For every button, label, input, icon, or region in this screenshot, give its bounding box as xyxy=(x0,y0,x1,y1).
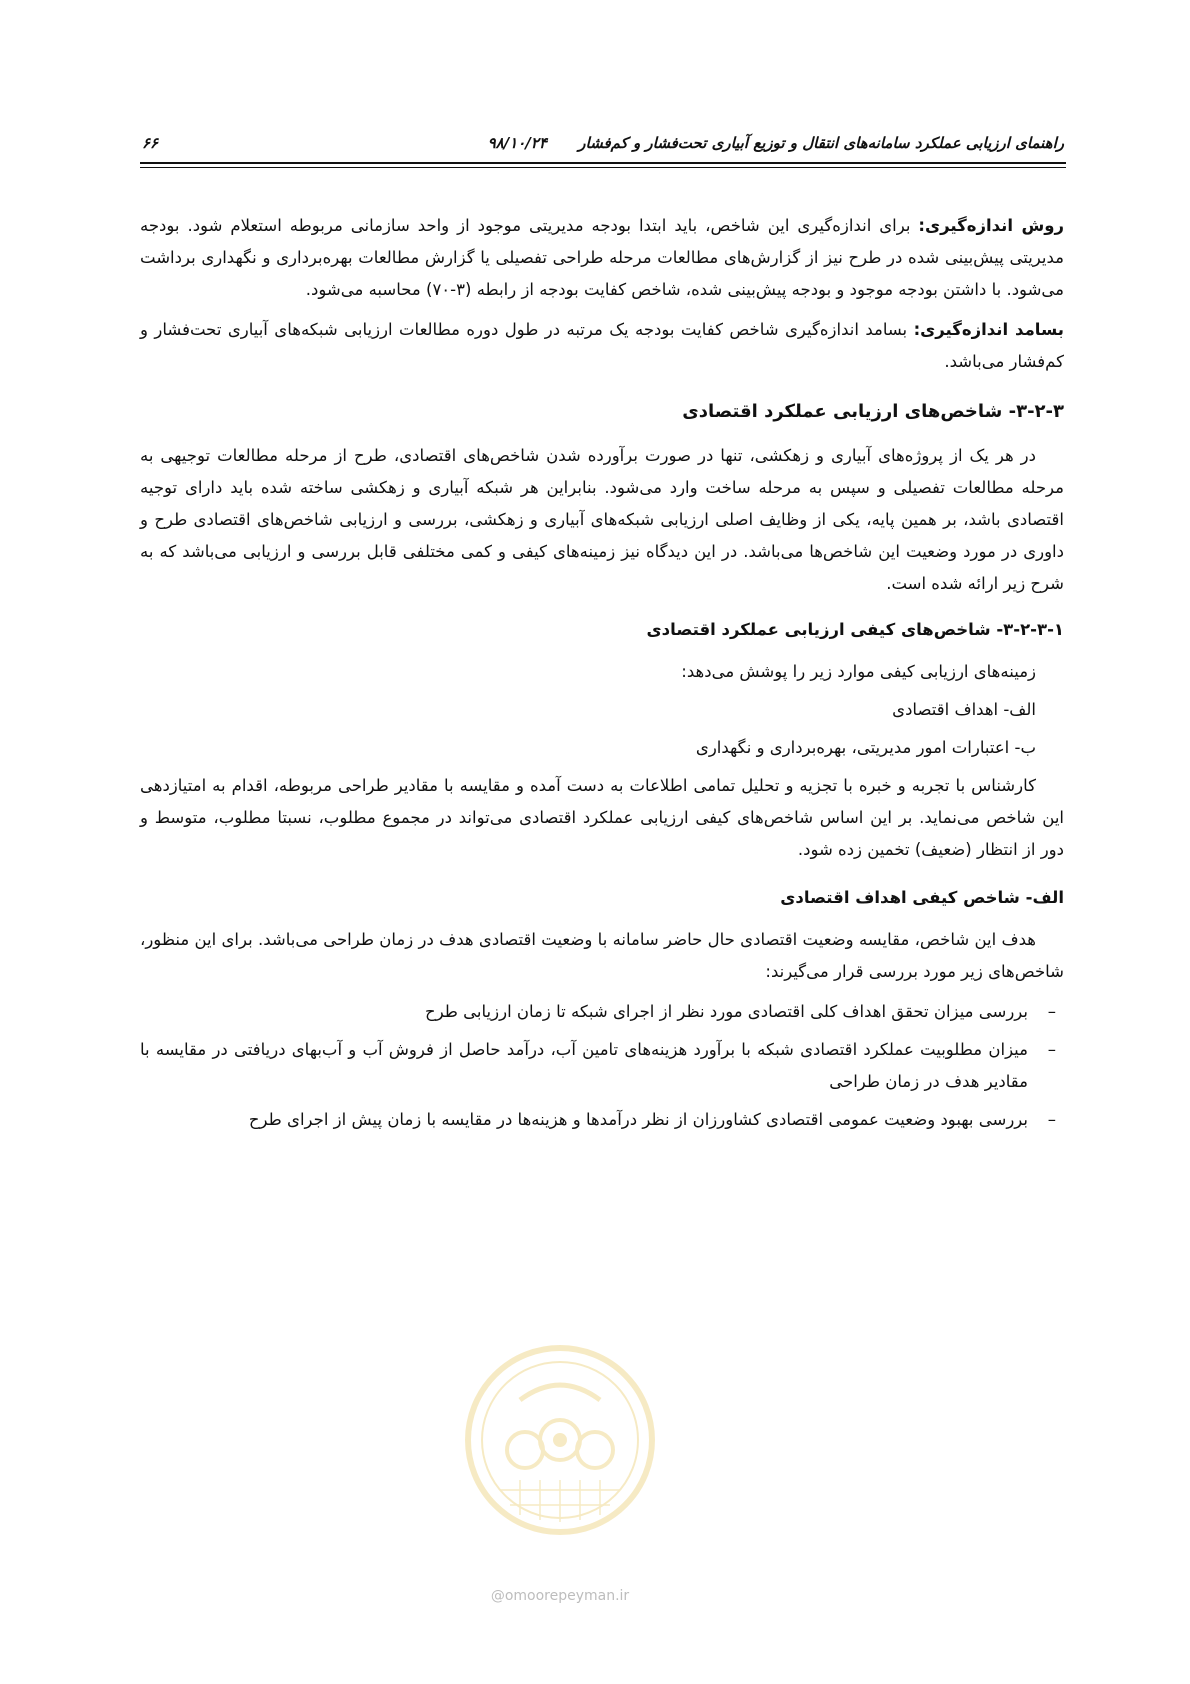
page-number: ۶۶ xyxy=(142,134,159,152)
paragraph-measurement-frequency xyxy=(140,314,1064,378)
running-header xyxy=(142,128,1064,158)
list-item-text: میزان مطلوبیت عملکرد اقتصادی شبکه با برآورد هزینه‌های تامین آب، درآمد حاصل از فروش آب و آب‌بهای دریافتی در مقایسه با مقادیر هدف در زمان طراحی xyxy=(140,1040,1028,1091)
paragraph-economic-indicators: در هر یک از پروژه‌های آبیاری و زهکشی، تنها در صورت برآورده شدن شاخص‌های اقتصادی، طرح از مرحله مطالعات توجیهی به مرحله مطالعات تفصیلی و سپس به مرحله ساخت وارد می‌شود. بنابراین هر شبکه آبیاری و زهکشی ساخته شده باید دارای توجیه اقتصادی باشد، بر همین پایه، یکی از وظایف اصلی ارزیابی شبکه‌های آبیاری و زهکشی، بررسی و ارزیابی شاخص‌های اقتصادی طرح و داوری در مورد وضعیت این شاخص‌ها می‌باشد. در این دیدگاه نیز زمینه‌های کیفی و کمی مختلفی قابل بررسی و ارزیابی می‌باشد که به شرح زیر ارائه شده است. xyxy=(140,446,1064,593)
bullet-dash: – xyxy=(1047,1110,1056,1129)
measurement-method-text: برای اندازه‌گیری این شاخص، باید ابتدا بودجه مدیریتی موجود از واحد سازمانی مربوطه استعلام شود. بودجه مدیریتی پیش‌بینی شده در طرح نیز از گزارش‌های مطالعات مرحله طراحی تفصیلی یا گزارش مطالعات بهره‌برداری و نگهداری برداشت می‌شود. با داشتن بودجه موجود و بودجه پیش‌بینی شده، شاخص کفایت بودجه از رابطه (۳-۷۰) محاسبه می‌شود. xyxy=(140,216,1064,299)
heading-economic-indicators: ۳-۲-۳- شاخص‌های ارزیابی عملکرد اقتصادی xyxy=(682,401,1064,422)
list-item xyxy=(140,1104,1056,1136)
header-rule-thin xyxy=(140,167,1066,168)
page-content xyxy=(140,210,1064,1142)
paragraph-economic-goals: هدف این شاخص، مقایسه وضعیت اقتصادی حال حاضر سامانه با وضعیت اقتصادی هدف در زمان طراحی می‌باشد. برای این منظور، شاخص‌های زیر مورد بررسی قرار می‌گیرند: xyxy=(140,930,1064,981)
measurement-frequency-lead: بسامد اندازه‌گیری: xyxy=(913,320,1064,339)
paragraph-measurement-method xyxy=(140,210,1064,306)
list-item-text: بررسی میزان تحقق اهداف کلی اقتصادی مورد نظر از اجرای شبکه تا زمان ارزیابی طرح xyxy=(425,1002,1028,1021)
qualitative-item-credits: ب- اعتبارات امور مدیریتی، بهره‌برداری و نگهداری xyxy=(695,738,1036,757)
list-item-text: بررسی بهبود وضعیت عمومی اقتصادی کشاورزان از نظر درآمدها و هزینه‌ها در مقایسه با زمان پیش از اجرای طرح xyxy=(248,1110,1028,1129)
header-date: ۹۸/۱۰/۲۴ xyxy=(487,134,547,152)
header-rule-thick xyxy=(140,162,1066,164)
bullet-list xyxy=(140,996,1064,1136)
list-item xyxy=(140,996,1056,1028)
list-item xyxy=(140,1034,1056,1098)
paragraph-expert-scoring: کارشناس با تجربه و خبره با تجزیه و تحلیل تمامی اطلاعات به دست آمده و مقایسه با مقادیر طراحی مربوطه، اقدام به امتیازدهی این شاخص می‌نماید. بر این اساس شاخص‌های کیفی ارزیابی عملکرد اقتصادی می‌تواند در مجموع مطلوب، نسبتا مطلوب، متوسط و دور از انتظار (ضعیف) تخمین زده شود. xyxy=(140,776,1064,859)
qualitative-intro: زمینه‌های ارزیابی کیفی موارد زیر را پوشش می‌دهد: xyxy=(681,662,1036,681)
header-title: راهنمای ارزیابی عملکرد سامانه‌های انتقال و توزیع آبیاری تحت‌فشار و کم‌فشار xyxy=(578,134,1064,152)
measurement-method-lead: روش اندازه‌گیری: xyxy=(918,216,1064,235)
watermark-url: @omoorepeyman.ir xyxy=(490,1588,630,1604)
qualitative-item-goals: الف- اهداف اقتصادی xyxy=(892,700,1036,719)
bullet-dash: – xyxy=(1047,1002,1056,1021)
bullet-dash: – xyxy=(1047,1040,1056,1059)
watermark-logo-icon xyxy=(460,1340,660,1540)
header-title-group xyxy=(488,134,1064,152)
measurement-frequency-text: بسامد اندازه‌گیری شاخص کفایت بودجه یک مرتبه در طول دوره مطالعات ارزیابی شبکه‌های آبیاری تحت‌فشار و کم‌فشار می‌باشد. xyxy=(140,320,1064,371)
heading-economic-goals: الف- شاخص کیفی اهداف اقتصادی xyxy=(780,888,1064,907)
heading-qualitative-indicators: ۳-۲-۳-۱- شاخص‌های کیفی ارزیابی عملکرد اقتصادی xyxy=(646,620,1064,639)
